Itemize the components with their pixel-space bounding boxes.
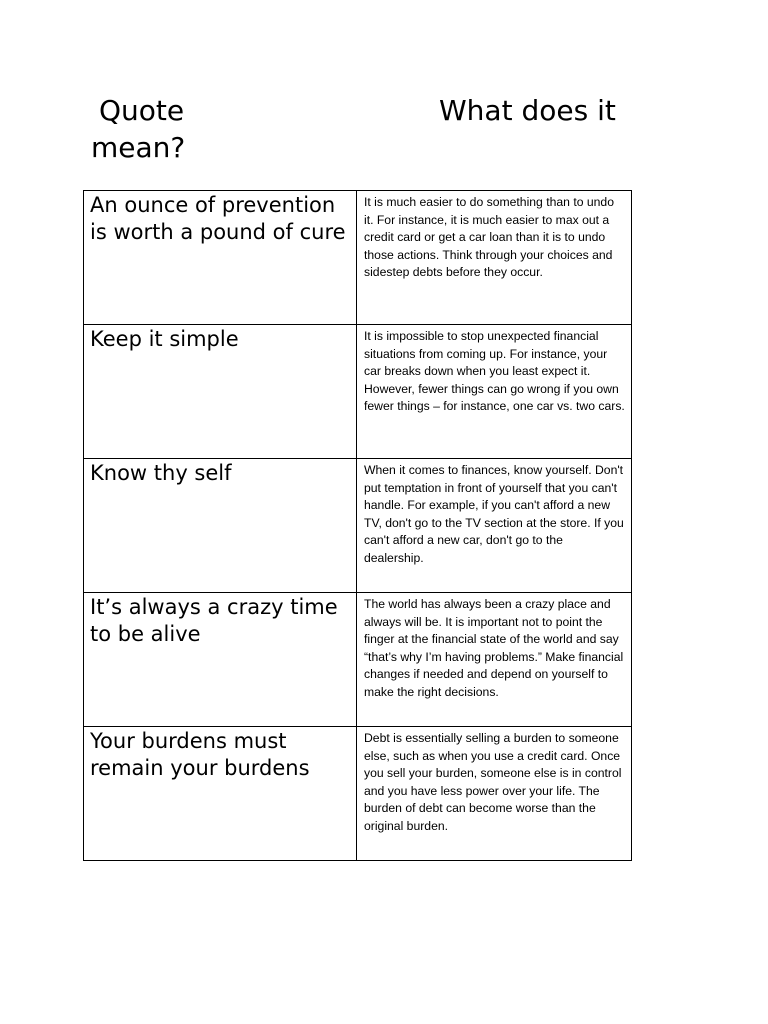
table-row	[84, 459, 632, 593]
meaning-cell: The world has always been a crazy place and always will be. It is important not to point the finger at the financial state of the world and say “that’s why I’m having problems.” Make financial changes if needed and depend on yourself to make the right decisions.	[357, 593, 632, 727]
header-quote: Quote	[99, 94, 185, 127]
table-row	[84, 191, 632, 325]
table-row	[84, 727, 632, 861]
quote-cell: It’s always a crazy time to be alive	[84, 593, 357, 727]
meaning-cell: It is much easier to do something than to undo it. For instance, it is much easier to max out a credit card or get a car loan than it is to undo those actions. Think through your choices and sidestep debts before they occur.	[357, 191, 632, 325]
table-header	[91, 92, 651, 166]
quotes-table	[83, 190, 632, 861]
table-row	[84, 325, 632, 459]
quote-cell: Keep it simple	[84, 325, 357, 459]
header-what-does-it: What does it	[439, 94, 616, 127]
quote-cell: Know thy self	[84, 459, 357, 593]
quote-cell: Your burdens must remain your burdens	[84, 727, 357, 861]
meaning-cell: When it comes to finances, know yourself. Don't put temptation in front of yourself that you can't handle. For example, if you can't afford a new TV, don't go to the TV section at the store. If you can't afford a new car, don't go to the dealership.	[357, 459, 632, 593]
quote-cell: An ounce of prevention is worth a pound of cure	[84, 191, 357, 325]
table-row	[84, 593, 632, 727]
header-mean: mean?	[91, 131, 186, 164]
meaning-cell: Debt is essentially selling a burden to someone else, such as when you use a credit card. Once you sell your burden, someone else is in control and you have less power over your life. The burden of debt can become worse than the original burden.	[357, 727, 632, 861]
meaning-cell: It is impossible to stop unexpected financial situations from coming up. For instance, your car breaks down when you least expect it. However, fewer things can go wrong if you own fewer things – for instance, one car vs. two cars.	[357, 325, 632, 459]
